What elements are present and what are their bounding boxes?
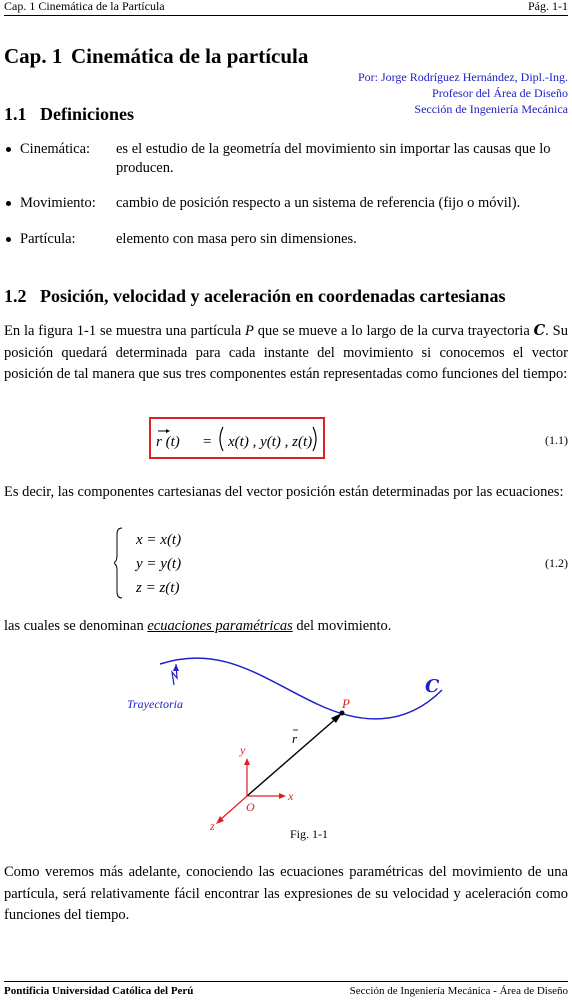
y-arrowhead-icon: [244, 758, 250, 765]
section-number: 1.2: [4, 286, 27, 306]
parametric-term: ecuaciones paramétricas: [147, 618, 293, 634]
footer-university: Pontificia Universidad Católica del Perú: [4, 985, 194, 997]
chapter-number: Cap. 1: [4, 44, 63, 68]
definition-text: cambio de posición respecto a un sistema de referencia (fijo o móvil).: [116, 195, 521, 211]
trajectory-label: Trayectoria: [127, 697, 183, 711]
page-footer: [4, 985, 568, 999]
equation-rhs: x(t) , y(t) , z(t): [228, 434, 313, 450]
y-axis-label: y: [240, 743, 246, 757]
definition-term: Movimiento:: [20, 195, 96, 211]
paragraph-text: del movimiento.: [292, 618, 392, 634]
paragraph-components: Es decir, las componentes cartesianas del vector posición están determinadas por las ecuaciones:: [4, 484, 564, 500]
header-page: Pág. 1-1: [528, 0, 568, 13]
figure-caption: Fig. 1-1: [290, 827, 329, 841]
position-vector: [247, 716, 339, 796]
bullet-icon: [6, 237, 11, 242]
equation-equals: =: [203, 434, 212, 450]
header-rule: [4, 15, 568, 16]
x-axis-label: x: [288, 789, 294, 803]
z-axis: [220, 796, 247, 820]
definition-term: Partícula:: [20, 231, 76, 247]
page-header: [4, 0, 568, 14]
equation-box: [149, 417, 325, 459]
equation-x: x = x(t): [136, 532, 182, 548]
author-section: Sección de Ingeniería Mecánica: [414, 102, 568, 116]
section-title: Definiciones: [40, 104, 134, 124]
left-paren-icon: [220, 427, 223, 451]
figure-trajectory: [112, 650, 452, 850]
pointer-arrowhead-icon: [173, 664, 179, 671]
section-heading-definitions: [4, 104, 134, 125]
curve-c-label: C: [425, 676, 440, 697]
equation-lhs: r (t): [156, 434, 180, 450]
section-heading-position: [4, 286, 505, 307]
author-role: Profesor del Área de Diseño: [432, 86, 568, 100]
particle-symbol: P: [245, 323, 254, 339]
trajectory-curve: [160, 658, 442, 719]
point-p-label: P: [342, 696, 350, 711]
equation-y: y = y(t): [136, 556, 182, 572]
equation-z: z = z(t): [136, 580, 180, 596]
paragraph-intro: [4, 320, 568, 386]
vector-r-label: r: [292, 731, 298, 746]
bullet-icon: [6, 147, 11, 152]
header-chapter: Cap. 1 Cinemática de la Partícula: [4, 0, 165, 13]
equation-number: (1.2): [545, 556, 568, 570]
brace-icon: [114, 528, 122, 598]
vector-arrowhead-icon: [166, 429, 170, 433]
paragraph-text: . Su posición quedará determinada para cada instante del movimiento si conocemos el vector posición de tal manera que sus tres componentes están representadas como funciones del tiempo:: [4, 323, 568, 382]
paragraph-conclusion: Como veremos más adelante, conociendo las ecuaciones paramétricas del movimiento de una partícula, será relativamente fácil encontrar las expresiones de su velocidad y aceleración como funciones del tiempo.: [4, 864, 568, 923]
paragraph-text: que se mueve a lo largo de la curva trayectoria: [253, 323, 534, 339]
definition-text: es el estudio de la geometría del movimiento sin importar las causas que lo producen.: [116, 141, 551, 176]
paragraph-text: En la figura 1-1 se muestra una partícula: [4, 323, 246, 339]
footer-rule: [4, 981, 568, 982]
author-block: [358, 69, 568, 117]
chapter-title: [4, 44, 308, 69]
equation-number: (1.1): [545, 433, 568, 447]
footer-section: Sección de Ingeniería Mecánica - Área de Diseño: [349, 985, 568, 997]
right-paren-icon: [313, 427, 316, 451]
curve-symbol: C: [533, 322, 546, 339]
section-title: Posición, velocidad y aceleración en coordenadas cartesianas: [40, 286, 506, 306]
origin-label: O: [246, 800, 255, 814]
chapter-name: Cinemática de la partícula: [71, 44, 309, 68]
equation-1-2: [114, 526, 214, 600]
paragraph-parametric: [4, 616, 568, 638]
section-number: 1.1: [4, 104, 27, 124]
definition-text: elemento con masa pero sin dimensiones.: [116, 231, 357, 247]
author-name: Por: Jorge Rodríguez Hernández, Dipl.-Ing.: [357, 70, 568, 84]
definition-term: Cinemática:: [20, 141, 91, 157]
z-axis-label: z: [210, 819, 215, 833]
equation-1-1: [151, 419, 323, 457]
paragraph-text: las cuales se denominan: [4, 618, 148, 634]
x-arrowhead-icon: [279, 793, 286, 799]
bullet-icon: [6, 201, 11, 206]
